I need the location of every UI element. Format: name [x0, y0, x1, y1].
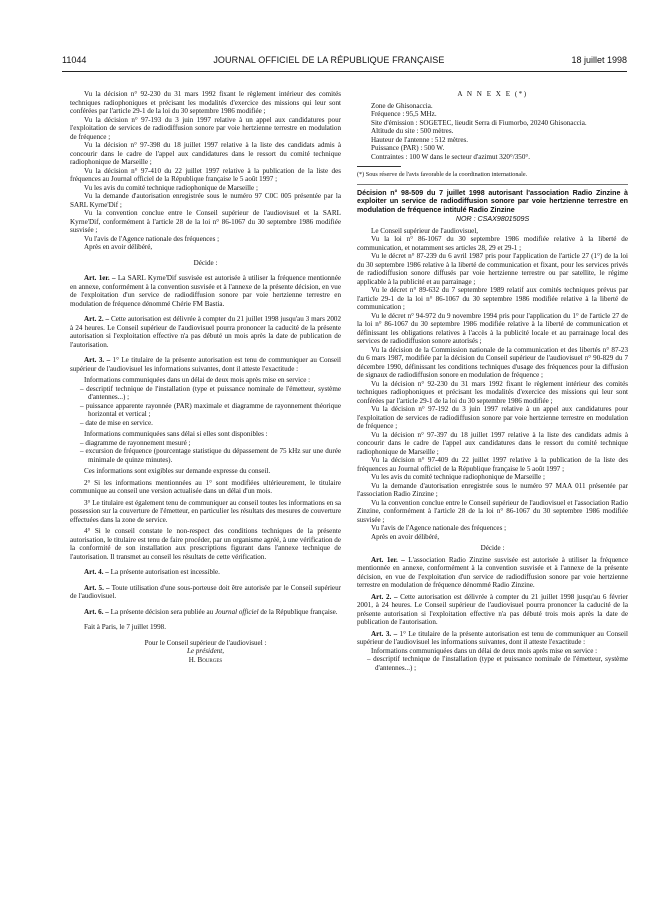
info-delay-paragraph: Informations communiquées dans un délai de deux mois après mise en service :	[371, 646, 598, 655]
article-5	[70, 584, 341, 601]
decide-heading: Décide :	[193, 258, 218, 267]
article-2	[70, 315, 341, 349]
info-delay-paragraph: Informations communiquées dans un délai de deux mois après mise en service :	[84, 376, 311, 384]
article-6	[70, 608, 341, 617]
left-column	[70, 90, 341, 664]
vu-paragraph: Après en avoir délibéré,	[84, 243, 153, 251]
list-item: – diagramme de rayonnement mesuré ;	[80, 438, 191, 447]
article-5-label: Art. 5. –	[84, 583, 110, 592]
signature-role	[70, 647, 341, 656]
article-3-label: Art. 3. –	[371, 629, 398, 638]
article-2-text: Cette autorisation est délivrée à compter du 21 juillet 1998 jusqu'au 3 mars 2002 à 24 heures. Le Conseil supérieur de l'audiovisuel pourra prononcer la caducité de la présente autorisation si l'exploitation effective n'a pas débuté un mois après la date de publication de l'autorisation.	[70, 315, 341, 349]
signature-role-text: Le président,	[186, 647, 225, 655]
annexe-footnote: (*) Sous réserve de l'avis favorable de la coordination internationale.	[357, 171, 528, 178]
annexe-line: Hauteur de l'antenne : 512 mètres.	[371, 135, 469, 144]
annexe-line: Fréquence : 95,5 MHz.	[371, 110, 437, 118]
paragraph-4: 4° Si le conseil constate le non-respect des conditions techniques de la présente autorisation, le titulaire est tenu de faire procéder, par un organisme agréé, à une vérification de la conformité de son installation aux prescriptions figurant dans l'annexe technique de l'autorisation. Il transmet au conseil les résultats de cette vérification.	[70, 527, 341, 561]
vu-paragraph: Vu la décision n° 97-409 du 22 juillet 1997 relative à la publication de la liste des fréquences au Journal officiel de la République française le 5 août 1997 ;	[357, 456, 628, 473]
annexe-line: Zone de Ghisonaccia.	[371, 101, 433, 110]
vu-paragraph: Vu les avis du comité technique radiophonique de Marseille ;	[84, 183, 258, 192]
article-4	[70, 568, 341, 577]
vu-paragraph: Vu la demande d'autorisation enregistrée sous le numéro 97 MAA 011 présentée par l'association Radio Zinzine ;	[357, 481, 628, 498]
paragraph-2: 2° Si les informations mentionnées au 1° sont modifiées ultérieurement, le titulaire communique au conseil une version actualisée dans un délai d'un mois.	[70, 478, 341, 495]
nor-reference: NOR : CSAX9801509S	[455, 215, 530, 223]
vu-paragraph: Vu le décret n° 87-239 du 6 avril 1987 pris pour l'application de l'article 27 (1°) de la loi du 30 septembre 1986 relative à la liberté de communication et fixant, pour les services privés de radiodiffusion sonore diffusés par voie hertzienne terrestre ou par satellite, le régime applicable à la publicité et au parrainage ;	[357, 252, 628, 286]
vu-paragraph: Vu la convention conclue entre le Conseil supérieur de l'audiovisuel et la SARL Kyrne'Dif, conformément à l'article 28 de la loi n° 86-1067 du 30 septembre 1986 modifiée susvisée ;	[70, 209, 341, 234]
article-1-text: La SARL Kyrne'Dif susvisée est autorisée à utiliser la fréquence mentionnée en annexe, conformément à la convention susvisée et à l'annexe de la présente décision, en vue de l'exploitation d'un service de radiodiffusion sonore par voie hertzienne terrestre en modulation de fréquence dénommé Chérie FM Bastia.	[70, 274, 342, 308]
article-2-text: Cette autorisation est délivrée à compter du 21 juillet 1998 jusqu'au 6 février 2001, à 24 heures. Le Conseil supérieur de l'audiovisuel pourra prononcer la caducité de la présente autorisation si l'exploitation effective n'a pas débuté trois mois après la date de publication de l'autorisation.	[357, 592, 628, 626]
info-exigibles-paragraph: Ces informations sont exigibles sur demande expresse du conseil.	[84, 467, 271, 475]
list-item: – descriptif technique de l'installation (type et puissance nominale de l'émetteur, système d'antennes...) ;	[367, 655, 628, 672]
decision-title: Décision n° 98-509 du 7 juillet 1998 autorisant l'association Radio Zinzine à exploiter un service de radiodiffusion sonore par voie hertzienne terrestre en modulation de fréquence intitulé Radio Zinzine	[357, 188, 628, 214]
vu-paragraph: Vu la demande d'autorisation enregistrée sous le numéro 97 C0C 005 présentée par la SARL Kyrne'Dif ;	[70, 192, 341, 209]
list-item: – date de mise en service.	[80, 418, 153, 427]
vu-paragraph: Vu le décret n° 89-632 du 7 septembre 1989 relatif aux comités techniques prévus par l'article 29-1 de la loi n° 86-1067 du 30 septembre 1986 modifiée relative à la liberté de communication ;	[357, 286, 628, 311]
article-1	[70, 274, 341, 308]
annexe-title: A N N E X E (*)	[457, 90, 528, 98]
vu-paragraph: Vu la décision n° 92-230 du 31 mars 1992 fixant le règlement intérieur des comités techniques radiophoniques et précisant les modalités d'exercice des missions qui leur sont conférées par l'article 29-1 de la loi du 30 septembre 1986 modifiée ;	[357, 379, 628, 405]
vu-paragraph: Vu la décision n° 97-397 du 18 juillet 1997 relative à la liste des candidats admis à concourir dans le cadre de l'appel aux candidatures dans le ressort du comité technique radiophonique de Marseille ;	[357, 430, 628, 456]
article-2	[357, 593, 628, 627]
list-item: – puissance apparente rayonnée (PAR) maximale et diagramme de rayonnement théorique horizontal et vertical ;	[80, 401, 341, 418]
vu-paragraph: Vu la décision n° 97-192 du 3 juin 1997 relative à un appel aux candidatures pour l'exploitation de services de radiodiffusion sonore par voie hertzienne terrestre en modulation de fréquence ;	[357, 405, 628, 430]
vu-paragraph: Vu les avis du comité technique radiophonique de Marseille ;	[371, 473, 545, 481]
list-item: – excursion de fréquence (pourcentage statistique du dépassement de 75 kHz sur une durée minimale de quinze minutes).	[80, 447, 341, 464]
annexe-line: Puissance (PAR) : 500 W.	[371, 144, 445, 152]
page-number: 11044	[62, 55, 87, 65]
article-3-label: Art. 3. –	[84, 356, 111, 364]
section-divider	[357, 184, 628, 185]
vu-paragraph: Vu la décision n° 97-410 du 22 juillet 1997 relative à la publication de la liste des fréquences au Journal officiel de la République française le 5 août 1997 ;	[70, 166, 341, 183]
article-6-text-b: de la République française.	[260, 607, 338, 616]
vu-paragraph: Après en avoir délibéré,	[371, 532, 440, 541]
article-1-text: L'association Radio Zinzine susvisée est autorisée à utiliser la fréquence mentionnée en annexe, conformément à la convention susvisée et à l'annexe de la présente décision, en vue de l'exploitation d'un service de radiodiffusion sonore par voie hertzienne terrestre en modulation de fréquence dénommé Radio Zinzine.	[357, 555, 629, 589]
page-header	[62, 52, 627, 68]
header-rule	[62, 71, 627, 72]
vu-paragraph: Vu l'avis de l'Agence nationale des fréquences ;	[84, 234, 220, 243]
article-3-text: 1° Le titulaire de la présente autorisation est tenu de communiquer au Conseil supérieur de l'audiovisuel les informations suivantes, dont il atteste l'exactitude :	[70, 356, 341, 373]
article-1-label: Art. 1er. –	[371, 555, 405, 564]
intro-paragraph: Le Conseil supérieur de l'audiovisuel,	[371, 226, 479, 235]
article-6-journal: Journal officiel	[215, 607, 259, 616]
vu-paragraph: Vu le décret n° 94-972 du 9 novembre 1994 pris pour l'application du 1° de l'article 27 de la loi n° 86-1067 du 30 septembre 1986 modifiée relative à la liberté de communication et définissant les obligations relatives à l'accès à la publicité locale et au parrainage local des services de radiodiffusion sonore autorisés ;	[357, 311, 628, 345]
issue-date: 18 juillet 1998	[571, 55, 627, 65]
article-4-label: Art. 4. –	[84, 568, 109, 576]
vu-paragraph: Vu la décision n° 92-230 du 31 mars 1992 fixant le règlement intérieur des comités techniques radiophoniques et précisant les modalités d'exercice des missions qui leur sont conférées par l'article 29-1 de la loi du 30 septembre 1986 modifiée ;	[70, 90, 341, 115]
vu-paragraph: Vu la décision n° 97-193 du 3 juin 1997 relative à un appel aux candidatures pour l'exploitation de services de radiodiffusion sonore par voie hertzienne terrestre en modulation de fréquence ;	[70, 115, 341, 141]
right-column	[357, 90, 628, 672]
fait-a-paris: Fait à Paris, le 7 juillet 1998.	[84, 623, 166, 631]
paragraph-3: 3° Le titulaire est également tenu de communiquer au conseil toutes les informations en sa possession sur la couverture de l'émetteur, en particulier les résultats des mesures de couverture effectuées dans la zone de service.	[70, 498, 341, 524]
vu-paragraph: Vu la décision n° 97-398 du 18 juillet 1997 relative à la liste des candidats admis à concourir dans le cadre de l'appel aux candidatures dans le ressort du comité technique radiophonique de Marseille ;	[70, 141, 341, 166]
article-1-label: Art. 1er. –	[84, 274, 116, 282]
list-item: – descriptif technique de l'installation (type et puissance nominale de l'émetteur, système d'antennes...) ;	[80, 384, 341, 401]
info-request-paragraph: Informations communiquées sans délai si elles sont disponibles :	[84, 430, 268, 438]
article-4-text: La présente autorisation est incessible.	[110, 568, 220, 576]
article-2-label: Art. 2. –	[84, 315, 110, 323]
vu-paragraph: Vu la convention conclue entre le Conseil supérieur de l'audiovisuel et l'association Radio Zinzine, conformément à l'article 28 de la loi n° 86-1067 du 30 septembre 1986 modifiée susvisée ;	[357, 498, 628, 524]
vu-paragraph: Vu l'avis de l'Agence nationale des fréquences ;	[371, 524, 507, 532]
annexe-line: Site d'émission : SOGETEC, lieudit Serra di Fiumorbo, 20240 Ghisonaccia.	[371, 118, 587, 127]
vu-paragraph: Vu la loi n° 86-1067 du 30 septembre 1986 modifiée relative à la liberté de communication, et notamment ses articles 28, 29 et 29-1 ;	[357, 235, 628, 252]
annexe-line: Contraintes : 100 W dans le secteur d'azimut 320°/350°.	[371, 152, 530, 161]
article-3-text: 1° Le titulaire de la présente autorisation est tenu de communiquer au Conseil supérieur de l'audiovisuel les informations suivantes, dont il atteste l'exactitude :	[357, 629, 628, 646]
annexe-line: Altitude du site : 500 mètres.	[371, 127, 454, 135]
article-3	[70, 356, 341, 373]
signature-name: H. Bourges	[188, 655, 223, 664]
article-5-text: Toute utilisation d'une sous-porteuse doit être autorisée par le Conseil supérieur de l'audiovisuel.	[70, 583, 341, 600]
footnote-rule	[357, 166, 401, 167]
article-2-label: Art. 2. –	[371, 592, 398, 601]
article-6-label: Art. 6. –	[84, 607, 109, 616]
article-1	[357, 556, 628, 590]
article-6-text-a: La présente décision sera publiée au	[110, 607, 214, 616]
signature-for: Pour le Conseil supérieur de l'audiovisuel :	[144, 638, 267, 647]
article-3	[357, 630, 628, 647]
journal-title: JOURNAL OFFICIEL DE LA RÉPUBLIQUE FRANÇAISE	[213, 55, 445, 65]
vu-paragraph: Vu la décision de la Commission nationale de la communication et des libertés n° 87-23 du 6 mars 1987, modifiée par la décision du Conseil supérieur de l'audiovisuel n° 90-829 du 7 décembre 1990, définissant les conditions techniques d'usage des fréquences pour la diffusion de signaux de radiodiffusion sonore en modulation de fréquence ;	[357, 345, 628, 379]
decide-heading: Décide :	[480, 544, 505, 552]
